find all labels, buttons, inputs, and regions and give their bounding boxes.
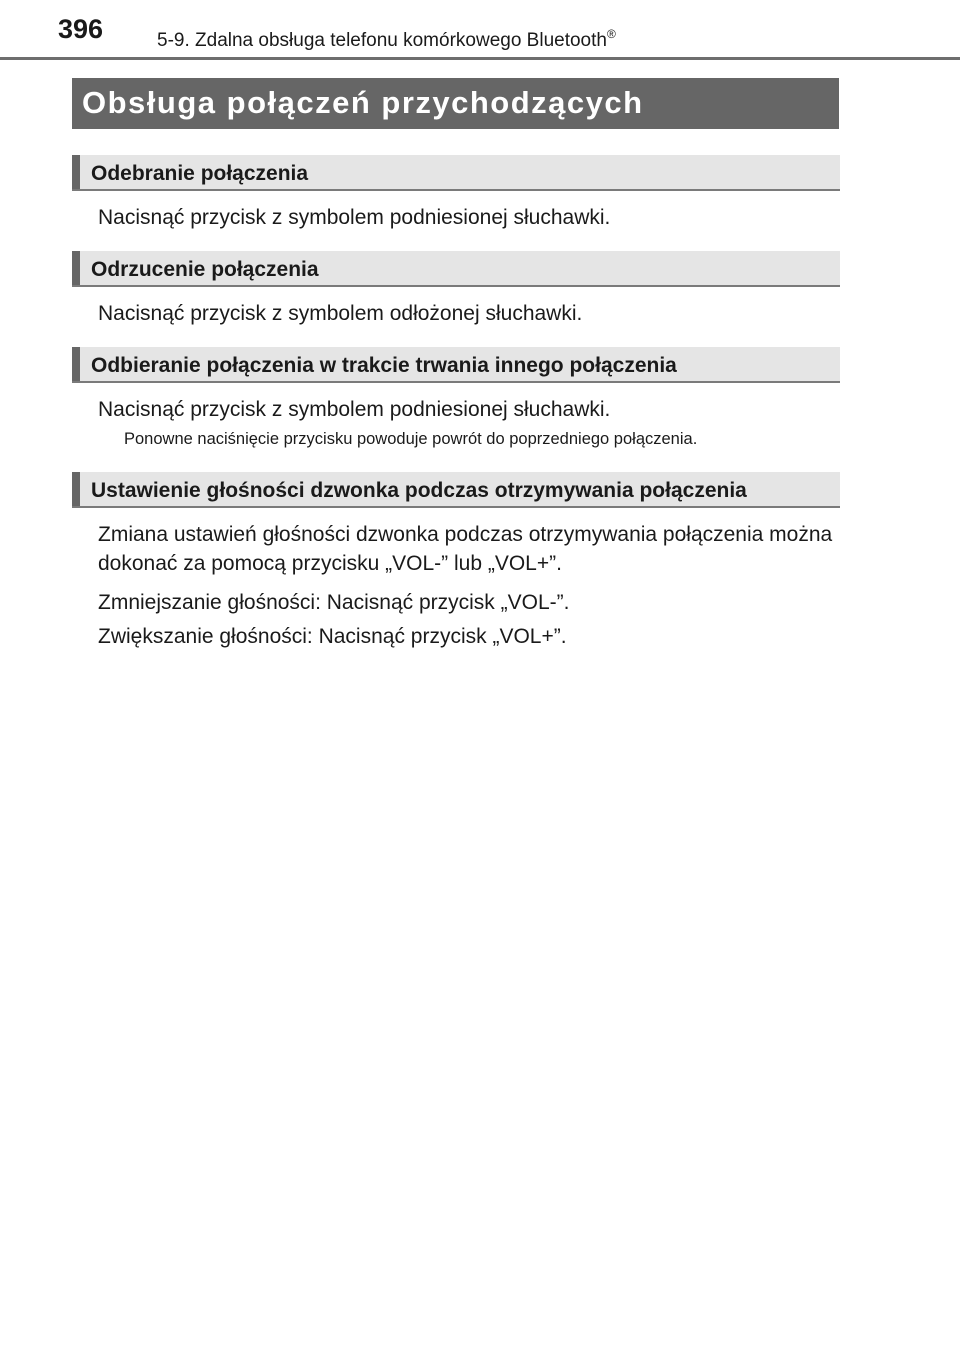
chapter-title-text: 5-9. Zdalna obsługa telefonu komórkowego Bluetooth	[157, 30, 607, 51]
page-header	[0, 0, 960, 60]
registered-mark: ®	[606, 27, 616, 41]
section-title: Ustawienie głośności dzwonka podczas otrzymywania połączenia	[91, 479, 747, 502]
call-waiting-note: Ponowne naciśnięcie przycisku powoduje powrót do poprzedniego połączenia.	[124, 430, 698, 448]
page-number: 396	[58, 14, 104, 44]
section-title: Odbieranie połączenia w trakcie trwania innego połączenia	[91, 354, 677, 377]
reject-instruction: Nacisnąć przycisk z symbolem odłożonej słuchawki.	[98, 302, 583, 325]
call-waiting-instruction: Nacisnąć przycisk z symbolem podniesionej słuchawki.	[98, 398, 611, 421]
volume-decrease-instruction: Zmniejszanie głośności: Nacisnąć przycisk „VOL-”.	[98, 591, 570, 614]
main-title-bar	[72, 78, 839, 129]
section-header-ringtone-volume	[72, 472, 840, 508]
section-accent	[72, 472, 80, 506]
section-header-answer	[72, 155, 840, 191]
section-accent	[72, 251, 80, 285]
section-title: Odebranie połączenia	[91, 162, 309, 185]
ringtone-volume-description: Zmiana ustawień głośności dzwonka podczas otrzymywania połączenia można dokonać za pomocą przycisku „VOL-” lub „VOL+”.	[98, 523, 833, 575]
section-accent	[72, 347, 80, 381]
main-title: Obsługa połączeń przychodzących	[82, 85, 644, 120]
answer-instruction: Nacisnąć przycisk z symbolem podniesionej słuchawki.	[98, 206, 611, 229]
section-header-reject	[72, 251, 840, 287]
chapter-title	[157, 27, 616, 52]
section-title: Odrzucenie połączenia	[91, 258, 319, 281]
section-accent	[72, 155, 80, 189]
section-header-call-waiting	[72, 347, 840, 383]
volume-increase-instruction: Zwiększanie głośności: Nacisnąć przycisk „VOL+”.	[98, 625, 567, 648]
header-rule	[0, 57, 960, 60]
